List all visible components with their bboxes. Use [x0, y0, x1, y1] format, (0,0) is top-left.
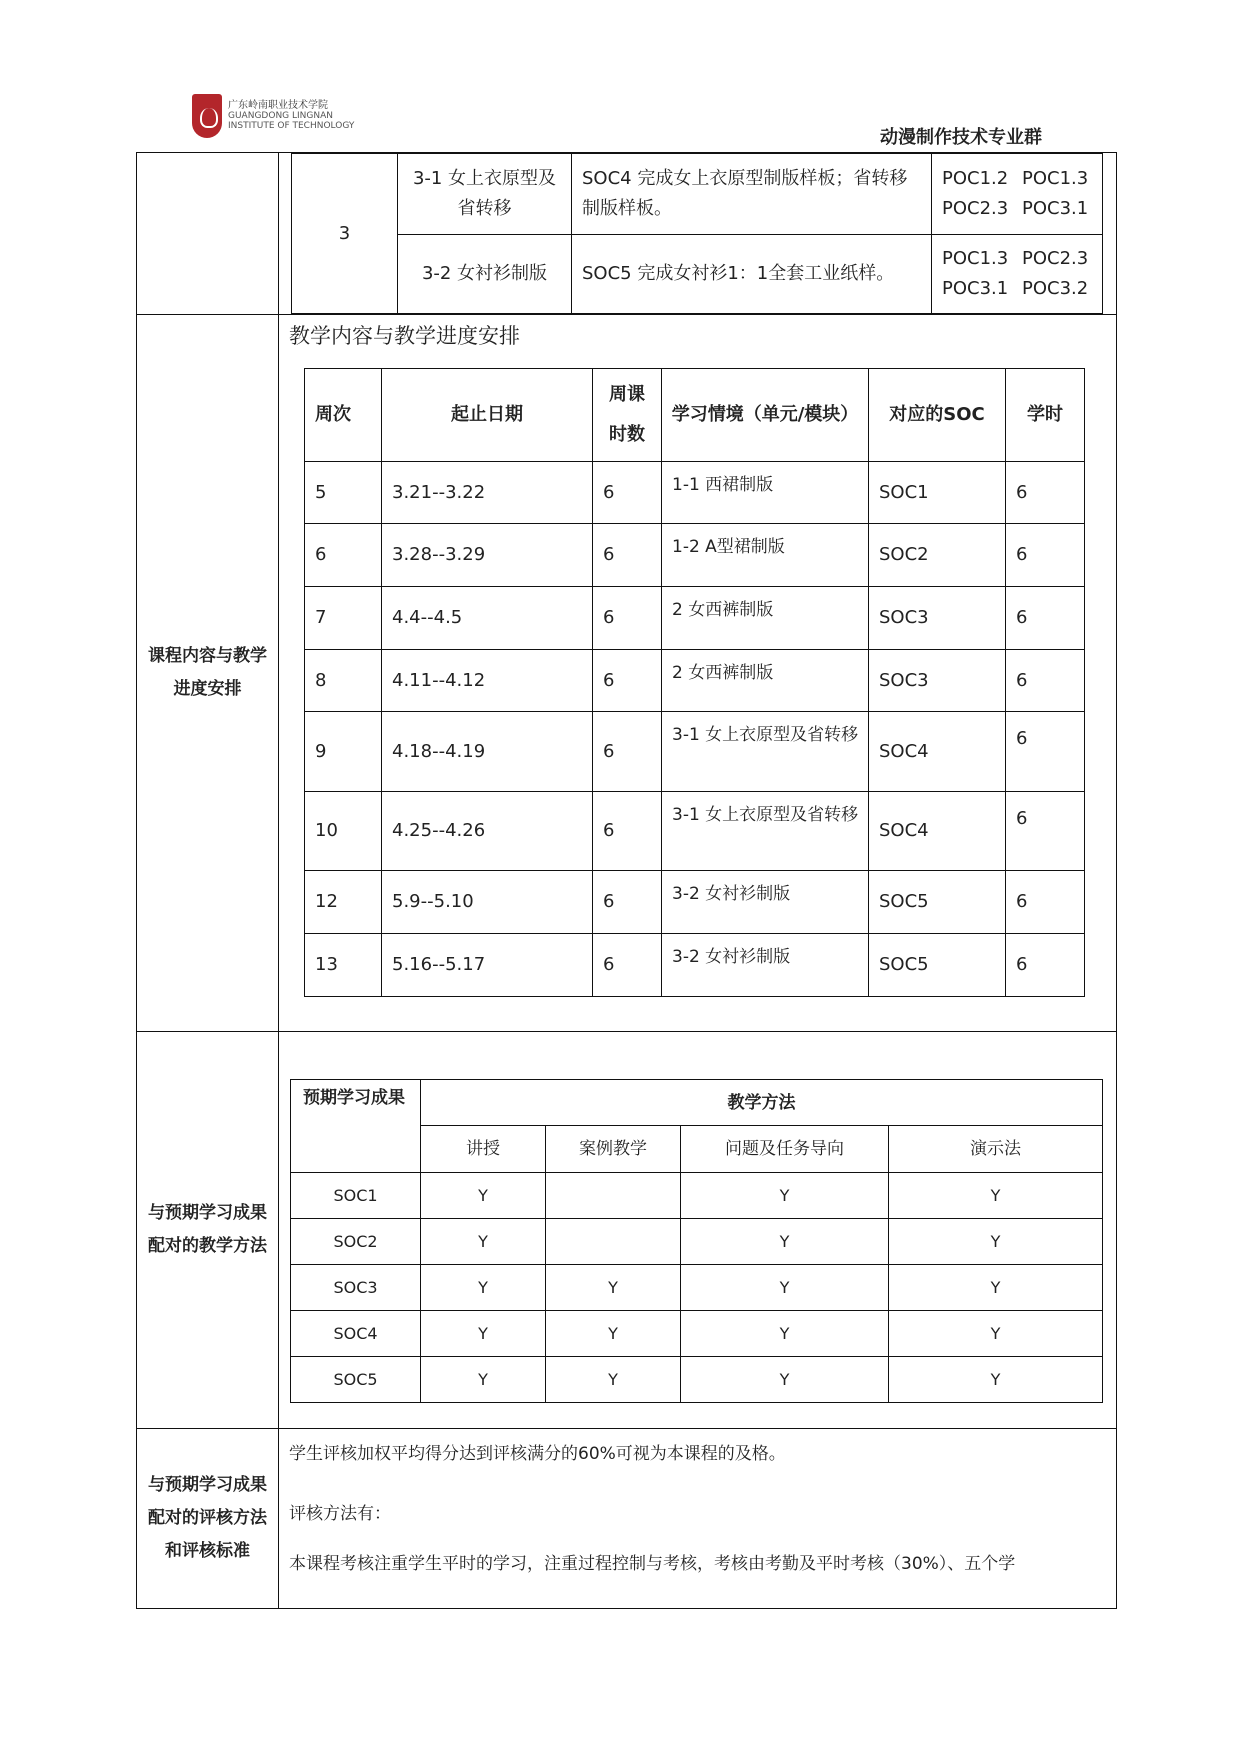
schedule-cell: 6 — [593, 712, 662, 792]
schedule-cell: SOC3 — [869, 650, 1006, 712]
module-name: 3-1 女上衣原型及省转移 — [398, 154, 572, 235]
schedule-cell: 6 — [593, 871, 662, 934]
schedule-cell: 6 — [1006, 712, 1085, 792]
schedule-cell: 6 — [593, 524, 662, 587]
soc-description: SOC5 完成女衬衫1：1全套工业纸样。 — [572, 235, 932, 314]
method-mark: Y — [421, 1311, 546, 1357]
outcome-code: SOC1 — [291, 1173, 421, 1219]
school-name-en: GUANGDONG LINGNAN — [228, 111, 334, 121]
schedule-row — [305, 792, 1085, 871]
shield-icon — [192, 94, 222, 138]
method-mark: Y — [889, 1219, 1103, 1265]
schedule-cell: 6 — [305, 524, 382, 587]
schedule-row — [305, 934, 1085, 997]
method-header: 演示法 — [889, 1126, 1103, 1173]
method-mark: Y — [421, 1173, 546, 1219]
schedule-cell: 13 — [305, 934, 382, 997]
poc: POC2.3 — [942, 198, 1009, 219]
schedule-cell: 5 — [305, 462, 382, 524]
method-mark: Y — [681, 1357, 889, 1403]
schedule-header: 学时 — [1006, 369, 1085, 462]
schedule-cell: 2 女西裤制版 — [662, 587, 869, 650]
assessment-line: 学生评核加权平均得分达到评核满分的60%可视为本课程的及格。 — [289, 1444, 786, 1464]
schedule-cell: 1-1 西裙制版 — [662, 462, 869, 524]
schedule-cell: 6 — [1006, 792, 1085, 871]
poc: POC1.3 — [942, 248, 1009, 269]
method-mark: Y — [889, 1265, 1103, 1311]
course-table — [136, 152, 1117, 1609]
schedule-cell: 6 — [1006, 934, 1085, 997]
poc-list — [932, 235, 1103, 314]
schedule-cell: 2 女西裤制版 — [662, 650, 869, 712]
school-logo — [192, 94, 354, 138]
schedule-cell: 3-2 女衬衫制版 — [662, 871, 869, 934]
method-row — [291, 1219, 1103, 1265]
schedule-cell: 4.18--4.19 — [382, 712, 593, 792]
module-name: 3-2 女衬衫制版 — [398, 235, 572, 314]
schedule-cell: SOC4 — [869, 712, 1006, 792]
outcome-code: SOC2 — [291, 1219, 421, 1265]
schedule-cell: 3.21--3.22 — [382, 462, 593, 524]
poc: POC1.3 — [1022, 168, 1089, 189]
poc: POC2.3 — [1022, 248, 1089, 269]
schedule-cell: 6 — [593, 792, 662, 871]
schedule-header: 对应的SOC — [869, 369, 1006, 462]
schedule-cell: 6 — [1006, 650, 1085, 712]
schedule-cell: SOC5 — [869, 934, 1006, 997]
method-mark: Y — [421, 1265, 546, 1311]
schedule-cell: 3-1 女上衣原型及省转移 — [662, 712, 869, 792]
schedule-cell: 10 — [305, 792, 382, 871]
schedule-cell: 3.28--3.29 — [382, 524, 593, 587]
poc: POC3.2 — [1022, 278, 1089, 299]
method-row — [291, 1173, 1103, 1219]
schedule-row — [305, 587, 1085, 650]
schedule-cell: SOC2 — [869, 524, 1006, 587]
outcome-code: SOC3 — [291, 1265, 421, 1311]
schedule-cell: SOC4 — [869, 792, 1006, 871]
method-mark — [546, 1219, 681, 1265]
schedule-cell: 5.16--5.17 — [382, 934, 593, 997]
method-mark: Y — [421, 1219, 546, 1265]
schedule-row — [305, 871, 1085, 934]
schedule-cell: SOC5 — [869, 871, 1006, 934]
schedule-cell: 6 — [593, 650, 662, 712]
schedule-header: 周次 — [305, 369, 382, 462]
assessment-line: 评核方法有： — [289, 1504, 391, 1524]
schedule-cell: 4.11--4.12 — [382, 650, 593, 712]
poc: POC1.2 — [942, 168, 1009, 189]
outcome-code: SOC5 — [291, 1357, 421, 1403]
method-mark: Y — [681, 1265, 889, 1311]
schedule-row — [305, 524, 1085, 587]
schedule-cell: 6 — [593, 462, 662, 524]
schedule-row — [305, 462, 1085, 524]
empty-label-cell — [137, 153, 279, 315]
schedule-cell: 6 — [1006, 524, 1085, 587]
schedule-cell: 5.9--5.10 — [382, 871, 593, 934]
method-header: 问题及任务导向 — [681, 1126, 889, 1173]
schedule-header: 起止日期 — [382, 369, 593, 462]
schedule-header: 周课时数 — [593, 369, 662, 462]
schedule-cell: 6 — [1006, 871, 1085, 934]
poc: POC3.1 — [942, 278, 1009, 299]
schedule-title: 教学内容与教学进度安排 — [289, 324, 520, 348]
schedule-cell: 9 — [305, 712, 382, 792]
col-group-methods: 教学方法 — [421, 1080, 1103, 1126]
methods-table — [290, 1079, 1103, 1403]
soc-description: SOC4 完成女上衣原型制版样板；省转移制版样板。 — [572, 154, 932, 235]
assessment-line: 本课程考核注重学生平时的学习，注重过程控制与考核，考核由考勤及平时考核（30%）、五个学 — [289, 1554, 1016, 1574]
method-mark: Y — [421, 1357, 546, 1403]
method-mark: Y — [681, 1311, 889, 1357]
schedule-table — [304, 368, 1085, 997]
schedule-cell: 3-1 女上衣原型及省转移 — [662, 792, 869, 871]
schedule-cell: 4.25--4.26 — [382, 792, 593, 871]
schedule-cell: 4.4--4.5 — [382, 587, 593, 650]
schedule-cell: SOC3 — [869, 587, 1006, 650]
method-header: 案例教学 — [546, 1126, 681, 1173]
method-mark: Y — [889, 1311, 1103, 1357]
schedule-row — [305, 712, 1085, 792]
poc: POC3.1 — [1022, 198, 1089, 219]
program-group-title: 动漫制作技术专业群 — [880, 127, 1042, 148]
schedule-cell: 6 — [593, 587, 662, 650]
poc-list — [932, 154, 1103, 235]
schedule-cell: 8 — [305, 650, 382, 712]
method-mark: Y — [681, 1219, 889, 1265]
method-row — [291, 1311, 1103, 1357]
col-expected-outcomes: 预期学习成果 — [291, 1080, 421, 1173]
section-label-schedule: 课程内容与教学进度安排 — [137, 315, 279, 1032]
schedule-cell: 6 — [593, 934, 662, 997]
section-label-assessment: 与预期学习成果配对的评核方法和评核标准 — [137, 1429, 279, 1609]
schedule-cell: 6 — [1006, 462, 1085, 524]
schedule-cell: 3-2 女衬衫制版 — [662, 934, 869, 997]
method-mark: Y — [681, 1173, 889, 1219]
school-name-cn: 广东岭南职业技术学院 — [228, 100, 328, 111]
schedule-cell: SOC1 — [869, 462, 1006, 524]
unit-number: 3 — [292, 154, 398, 314]
schedule-header: 学习情境（单元/模块） — [662, 369, 869, 462]
method-row — [291, 1357, 1103, 1403]
method-header: 讲授 — [421, 1126, 546, 1173]
method-mark: Y — [546, 1357, 681, 1403]
schedule-cell: 12 — [305, 871, 382, 934]
schedule-row — [305, 650, 1085, 712]
school-name-en2: INSTITUTE OF TECHNOLOGY — [228, 121, 355, 131]
module-table — [291, 153, 1103, 314]
method-mark: Y — [889, 1173, 1103, 1219]
method-mark: Y — [889, 1357, 1103, 1403]
schedule-cell: 7 — [305, 587, 382, 650]
schedule-cell: 6 — [1006, 587, 1085, 650]
method-mark: Y — [546, 1311, 681, 1357]
section-label-methods: 与预期学习成果配对的教学方法 — [137, 1032, 279, 1429]
outcome-code: SOC4 — [291, 1311, 421, 1357]
method-mark — [546, 1173, 681, 1219]
method-mark: Y — [546, 1265, 681, 1311]
schedule-cell: 1-2 A型裙制版 — [662, 524, 869, 587]
method-row — [291, 1265, 1103, 1311]
